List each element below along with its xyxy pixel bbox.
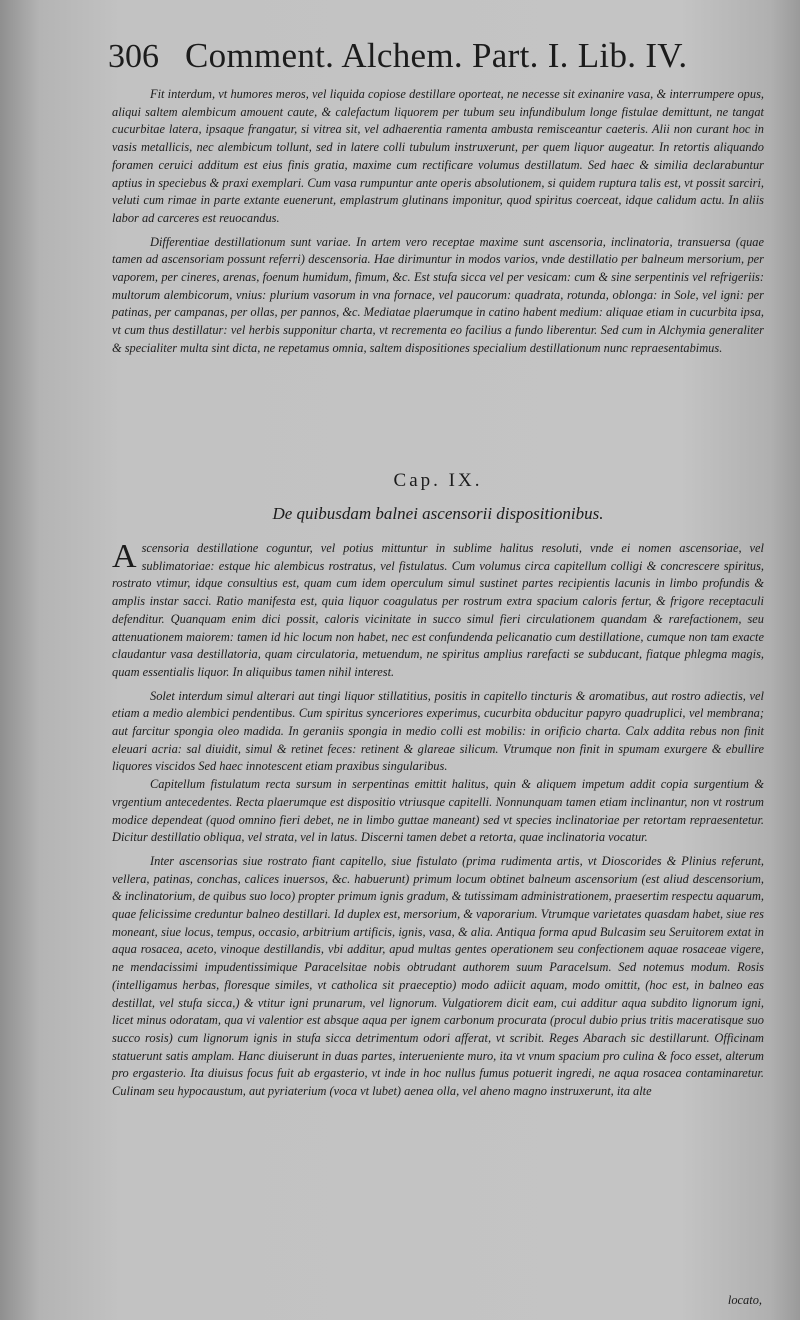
paragraph — [112, 540, 764, 682]
catchword: locato, — [727, 1293, 762, 1307]
drop-capital: A — [112, 538, 137, 575]
paragraph: Fit interdum, vt humores meros, vel liquida copiose destillare oporteat, ne necesse sit exinanire vasa, & interrumpere opus, aliqui saltem alembicum amouent caute, & calefactum liquorem per tubum seu infundibulum longe fistulae demittunt, ne tangat cucurbitae latera, ipsaque frangatur, si vitrea sit, vel adhaerentia ramenta ambusta remisceantur caeteris. Alii non curant hoc in vasis metallicis, nec alembicum tollunt, sed in latere colli tubulum instruxerunt, per quem liquor augeatur. In retortis aliquando foramen ceruici additum est eius finis gratia, maxime cum rectificare volumus destillatum. Sed haec & similia declarabuntur aptius in speciebus & praxi exemplari. Cum vasa rumpuntur ante operis absolutionem, si quidem ruptura talis est, vt possit sarciri, veluti cum rimae in parte extante euenerunt, emplastrum glutinans imponitur, quod spiritus coerceat, idque calidum actu. In aliis labor ad carceres est reuocandus. — [112, 87, 764, 225]
paragraph: Capitellum fistulatum recta sursum in serpentinas emittit halitus, quin & aliquem impetum addit copia surgentium & vrgentium antecedentes. Recta plaerumque est dispositio vtriusque capitelli. Nonnunquam tamen etiam inclinantur, non vt rostrum modice dependeat (quod omnino fieri debet, ne in limbo guttae maneant) sed vt species inclinatoriae per retortam repraesentetur. Dicitur destillatio obliqua, vel strata, vel in latus. Discerni tamen debet a retorta, quae inclinatoria vocatur. — [112, 777, 764, 845]
paragraph: Differentiae destillationum sunt variae. In artem vero receptae maxime sunt ascensoria, inclinatoria, transuersa (quae tamen ad ascensoriam possunt referri) descensoria. Hae dirimuntur in modos varios, vnde destillatio per balneum mersorium, per vaporem, per cineres, arenas, foenum humidum, fimum, &c. Est stufa sicca vel per vesicam: cum & sine serpentinis vel refrigeriis: multorum alembicorum, vnius: plurium vasorum in vna fornace, vel paucorum: quadrata, rotunda, oblonga: in Sole, vel igni: per patinas, per campanas, per ollas, per pannos, &c. Mediatae plaerumque in catino habent medium: aliquae etiam in cucurbita ipsa, vt cum thus destillatur: vel herbis supponitur charta, vt recrementa eo facilius a fundo liberentur. Sed cum in Alchymia generaliter & specialiter multa sint dicta, ne repetamus omnia, saltem dispositiones specialium destillationum nunc repraesentabimus. — [112, 234, 764, 355]
chapter-title: De quibusdam balnei ascensorii dispositionibus. — [272, 504, 604, 523]
chapter-heading: Cap. IX. — [393, 470, 483, 491]
running-title: Comment. Alchem. Part. I. Lib. IV. — [185, 36, 688, 75]
paragraph: Solet interdum simul alterari aut tingi liquor stillatitius, positis in capitello tincturis & aromatibus, aut rostro adiectis, vel etiam a medio alembici pendentibus. Cum spiritus synceriores experimus, cucurbita obducitur papyro quadruplici, vel membrana; aut farcitur spongia oleo madida. In geraniis spongia in medio colli est mobilis: in orificio charta. Calx addita rebus non finit eleuari acria: sal diuidit, simul & retinet feces: retinent & glareae silicum. Vtrumque non finit in spumam exurgere & ebullire liquores viscidos Sed haec innotescent etiam praxibus singularibus. — [112, 688, 764, 774]
page-header — [108, 36, 748, 86]
paragraph: Inter ascensorias siue rostrato fiant capitello, siue fistulato (prima rudimenta artis, vt Dioscorides & Plinius referunt, vellera, patinas, conchas, calices inuersos, &c. habuerunt) primum locum obtinet balneum ascensorium (est aliud descensorium, & inclinatorium, de quibus suo loco) propter primum ignis gradum, & tutissimam administrationem, praesertim respectu aquarum, quae felicissime creduntur balneo destillari. Id duplex est, mersorium, & vaporarium. Vtrumque varietates quasdam habet, siue res moneant, siue locus, tempus, occasio, arbitrium artificis, ignis, vasa, & alia. Antiqua forma apud Bulcasim seu Seruitorem extat in aqua rosacea, aceto, vinoque destillandis, vbi additur, apud multas gentes operationem seu confectionem aquae rosaceae vigere, ne mendacissimi impudentissimique Paracelsitae nobis obtrudant authorem suum Paracelsum. Sed notemus modum. Rosis (intelligamus herbas, floresque similes, vt catholica sit praeceptio) modo adiicit aquam, modo omittit, (hoc est, in balneo eas destillat, vel stufa sicca,) & vtitur igni prunarum, vel lignorum. Vulgatiorem dicit eam, cui additur aqua subdito lignorum igni, licet minus odoratam, qua vi valentior est absque aqua per ignem carbonum procurata (procul dubio prius tritis maceratisque suo succo rosis) cum lignorum ignis in stufa sicca detrimentum odori afferat, vt scribit. Reges Abarach sic destillarunt. Officinam statuerunt satis amplam. Hanc diuiserunt in duas partes, interueniente muro, ita vt vnum spacium pro culina & foco esset, alterum pro ergasterio. Ita diuisus focus fuit ab ergasterio, vt inde in hoc nullus fumus potuerit ingredi, ne aqua rosacea contaminaretur. Culinam seu hypocaustum, aut pyriaterium (voca vt lubet) aenea olla, vel aheno magno instruxerunt, ita alte — [112, 853, 764, 1099]
text-block-bottom — [112, 540, 764, 1101]
paragraph-text: scensoria destillatione coguntur, vel potius mittuntur in sublime halitus resoluti, vnde ei nomen ascensoriae, vel sublimatoriae: estque hic alembicus rostratus, vel fistulatus. Cum volumus circa capitellum colligi & concrescere spiritus, rostrato vtimur, idque consultius est, quam cum idem operculum simul sustinet partes recipientis lacunis in limbo profundis & amplis instar sacci. Ratio manifesta est, quia liquor coagulatus per rostrum extra spacium caloris fertur, & frigore receptaculi defenditur. Quanquam enim dici possit, caloris vicinitate in succo simul fieri circulationem quandam & rarefactionem, seu attenuationem maiorem: tamen id hic locum non habet, nec est confundenda pelicanatio cum destillatione, cumque non tam exacte claudantur vasa destillatoria, quam circulatoria, metuendum, ne spiritus amplius rarefacti se subducant, fiatque phlegma magis, quam essentialis liquor. In aliquibus tamen nihil interest. — [112, 541, 764, 679]
text-block-top — [112, 86, 764, 358]
chapter-heading-block — [112, 470, 764, 524]
folio-number: 306 — [108, 38, 159, 75]
